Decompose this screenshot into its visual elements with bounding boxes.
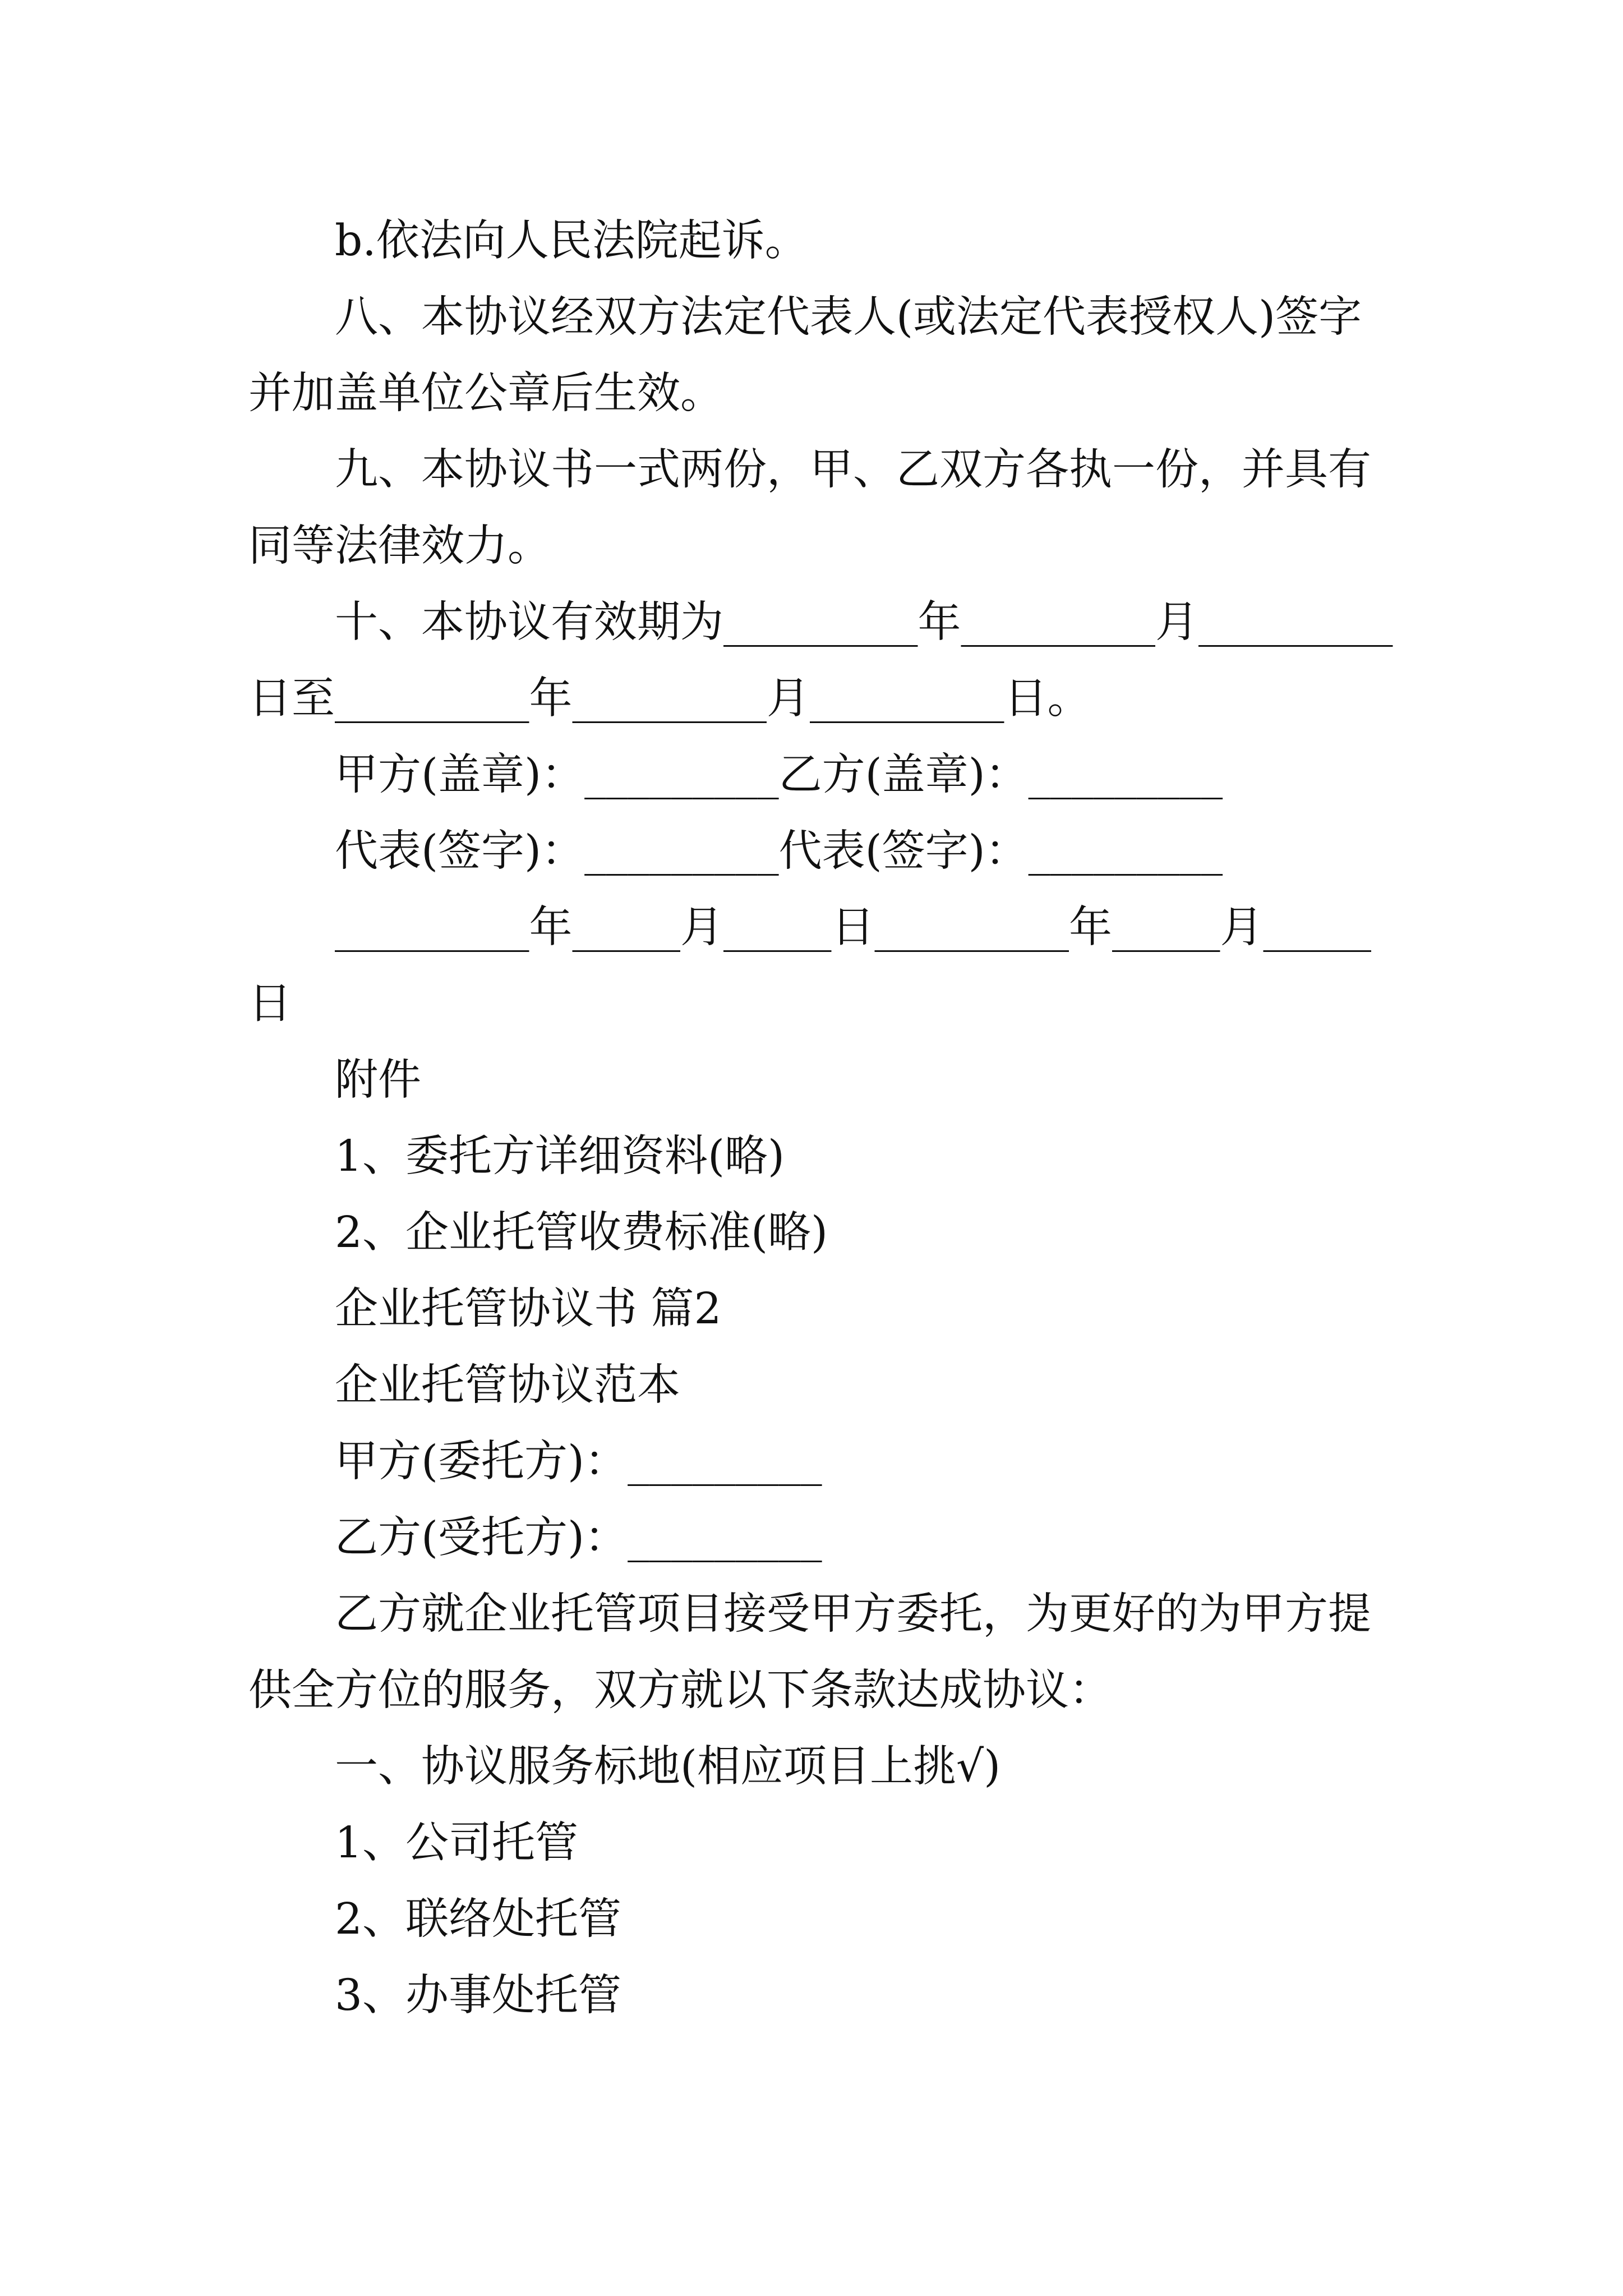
paragraph-line: 甲方(盖章)：_________乙方(盖章)：_________ bbox=[335, 750, 1223, 800]
section-heading bbox=[248, 1271, 1426, 1347]
paragraph-line: 日至_________年_________月_________日。 bbox=[248, 674, 1091, 724]
paragraph-preamble bbox=[248, 1576, 1426, 1729]
attachment-item-2 bbox=[248, 1195, 1426, 1271]
paragraph-line: 1、委托方详细资料(略) bbox=[335, 1131, 785, 1181]
paragraph-line: 代表(签字)：_________代表(签字)：_________ bbox=[335, 826, 1223, 876]
paragraph-line: 1、公司托管 bbox=[335, 1818, 578, 1868]
paragraph-line: 3、办事处托管 bbox=[335, 1971, 621, 2021]
attachment-item-1 bbox=[248, 1119, 1426, 1195]
attachments-heading bbox=[248, 1042, 1426, 1119]
signature-seal-line bbox=[248, 737, 1426, 813]
paragraph-line: 供全方位的服务，双方就以下条款达成协议： bbox=[248, 1665, 1112, 1715]
signature-representative-line bbox=[248, 813, 1426, 890]
paragraph-line: 附件 bbox=[335, 1055, 421, 1105]
paragraph-line: 企业托管协议书 篇2 bbox=[335, 1284, 722, 1334]
paragraph-lawsuit-option bbox=[248, 203, 1426, 279]
paragraph-line: 一、协议服务标地(相应项目上挑√) bbox=[335, 1742, 1001, 1792]
service-item-3 bbox=[248, 1958, 1426, 2034]
paragraph-clause-8 bbox=[248, 279, 1426, 432]
paragraph-line: 并加盖单位公章后生效。 bbox=[248, 369, 723, 418]
paragraph-line: 九、本协议书一式两份，甲、乙双方各执一份，并具有 bbox=[335, 445, 1371, 495]
paragraph-line: 2、企业托管收费标准(略) bbox=[335, 1208, 828, 1258]
paragraph-clause-1 bbox=[248, 1729, 1426, 1805]
paragraph-line: 甲方(委托方)：_________ bbox=[335, 1437, 822, 1487]
agreement-title bbox=[248, 1347, 1426, 1424]
paragraph-line: 十、本协议有效期为_________年_________月_________ bbox=[335, 597, 1393, 647]
paragraph-line: b.依法向人民法院起诉。 bbox=[335, 216, 808, 266]
paragraph-line: 日 bbox=[248, 979, 292, 1029]
paragraph-line: 2、联络处托管 bbox=[335, 1894, 621, 1944]
paragraph-line: 乙方就企业托管项目接受甲方委托，为更好的为甲方提 bbox=[335, 1589, 1371, 1639]
document-body bbox=[248, 203, 1426, 2034]
paragraph-line: 同等法律效力。 bbox=[248, 521, 551, 571]
party-b-line bbox=[248, 1500, 1426, 1576]
paragraph-clause-10 bbox=[248, 585, 1426, 737]
paragraph-line: 企业托管协议范本 bbox=[335, 1360, 680, 1410]
paragraph-clause-9 bbox=[248, 432, 1426, 585]
signature-date-line bbox=[248, 890, 1426, 1042]
paragraph-line: 乙方(受托方)：_________ bbox=[335, 1513, 822, 1563]
paragraph-line: _________年_____月_____日_________年_____月_____ bbox=[335, 903, 1371, 953]
service-item-1 bbox=[248, 1805, 1426, 1881]
party-a-line bbox=[248, 1424, 1426, 1500]
paragraph-line: 八、本协议经双方法定代表人(或法定代表授权人)签字 bbox=[335, 292, 1362, 342]
service-item-2 bbox=[248, 1881, 1426, 1958]
